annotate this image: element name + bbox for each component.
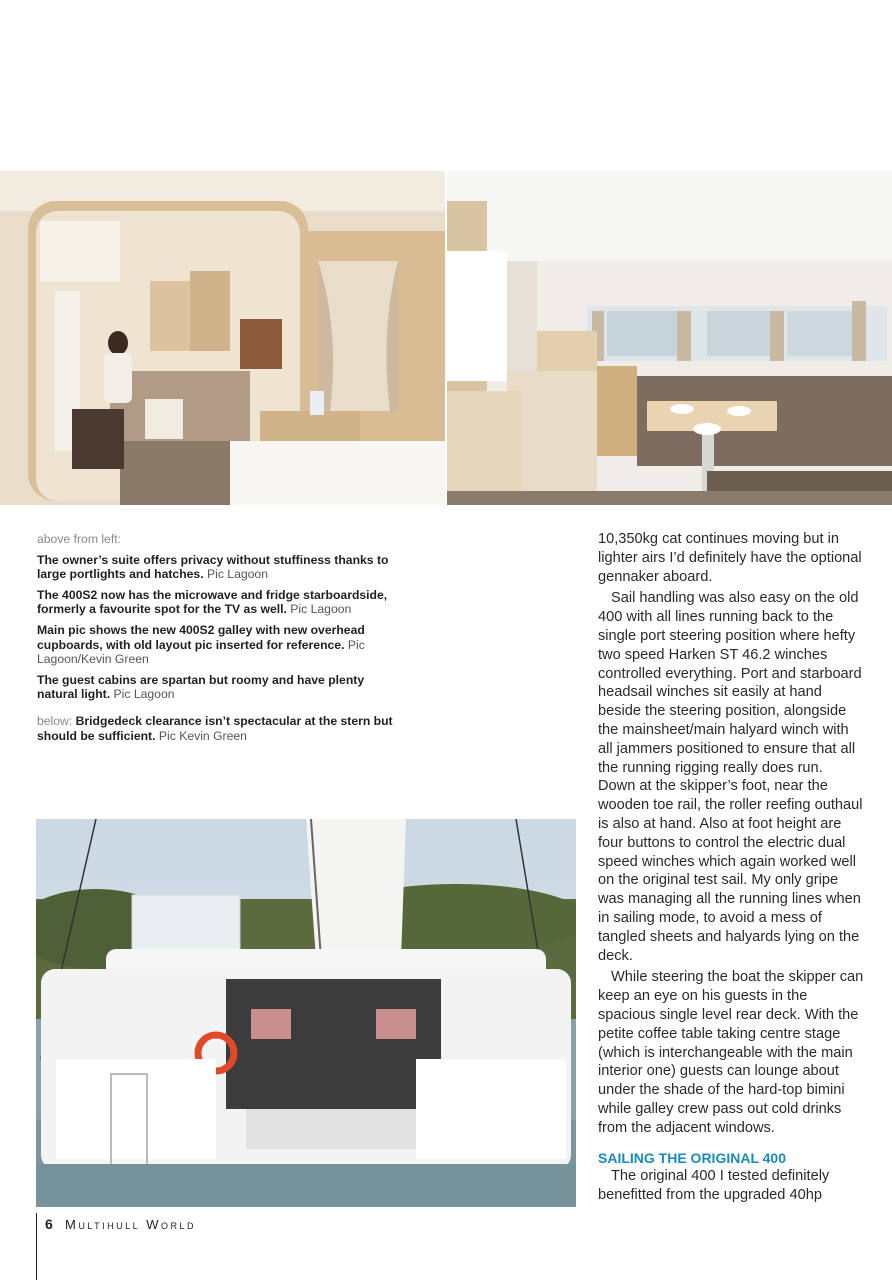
section-subhead: SAILING THE ORIGINAL 400 (598, 1149, 786, 1166)
photo-captions (37, 532, 407, 749)
caption-guest-cabins: The guest cabins are spartan but roomy and have plenty natural light. Pic Lagoon (37, 672, 365, 702)
captions-above-label: above from left: (37, 532, 121, 546)
article-column (598, 530, 864, 1208)
caption-owner-suite: The owner’s suite offers privacy without stuffiness thanks to large portlights and hatches. Pic Lagoon (37, 552, 389, 582)
footer-rule (36, 1213, 37, 1280)
saloon-galley-photo (447, 171, 892, 505)
article-paragraph-1: 10,350kg cat continues moving but in lighter airs I’d definitely have the optional gennaker aboard. (598, 531, 862, 585)
article-paragraph-3: While steering the boat the skipper can keep an eye on his guests in the spacious single level rear deck. With the petite coffee table taking centre stage (which is interchangeable with the main interior one) guests can lounge about under the shade of the hard-top bimini while galley crew pass out cold drinks from the adjacent windows. (598, 969, 864, 1136)
article-paragraph-2: Sail handling was also easy on the old 400 with all lines running back to the single port steering position where hefty two speed Harken ST 46.2 winches controlled everything. Port and starboard headsail winches sit easily at hand beside the steering position, alongside the mainsheet/main halyard winch with all jammers positioned to ensure that all the running rigging really does run. Down at the skipper’s foot, near the wooden toe rail, the roller reefing outhaul is also at hand. Also at foot height are four buttons to control the electric dual speed winches which again worked well on the original test sail. My only gripe was managing all the running lines when in sailing mode, to avoid a mess of tangled sheets and halyards lying on the deck. (598, 590, 863, 964)
page-number: 6 (45, 1216, 53, 1232)
catamaran-stern-photo (36, 819, 576, 1207)
caption-galley-starboard: The 400S2 now has the microwave and fridge starboardside, formerly a favourite spot for the TV as well. Pic Lagoon (37, 587, 388, 617)
caption-below: below: Bridgedeck clearance isn’t spectacular at the stern but should be sufficient. Pic Kevin Green (37, 713, 393, 743)
owner-suite-photo (0, 171, 445, 505)
article-paragraph-4: The original 400 I tested definitely benefitted from the upgraded 40hp (598, 1168, 830, 1204)
caption-main-galley: Main pic shows the new 400S2 galley with new overhead cupboards, with old layout pic inserted for reference. Pic Lagoon/Kevin Green (37, 622, 365, 667)
magazine-name: Multihull World (65, 1217, 197, 1232)
